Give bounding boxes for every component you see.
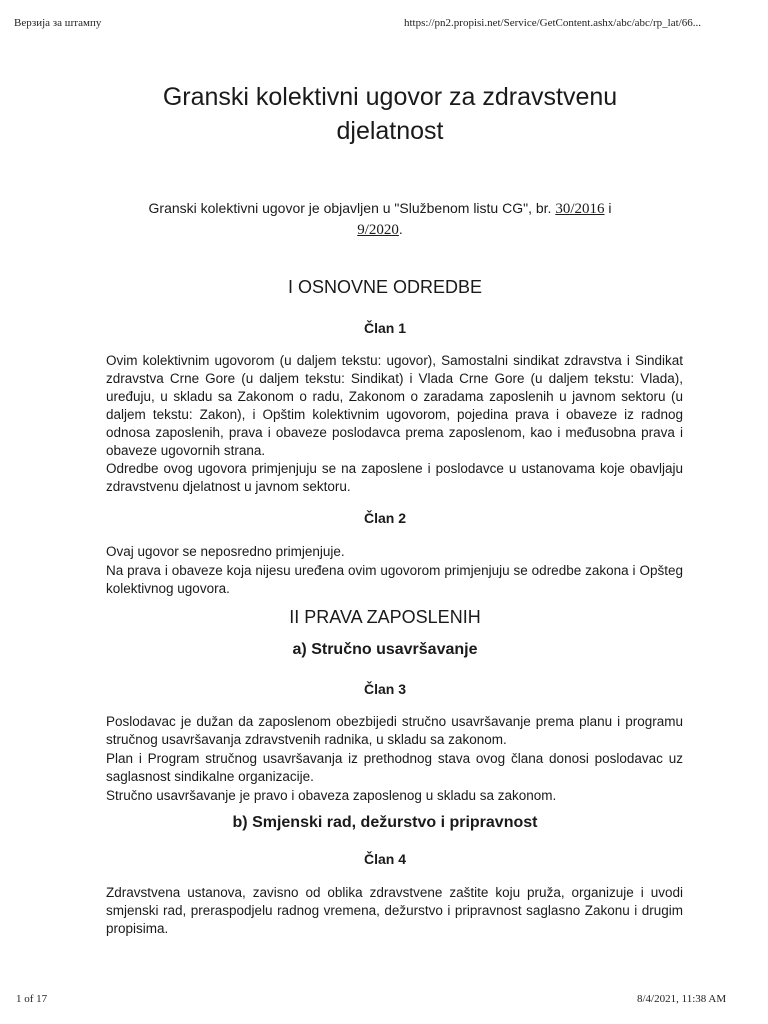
section-heading-osnovne-odredbe: I OSNOVNE ODREDBE bbox=[287, 277, 483, 297]
publication-note bbox=[110, 198, 650, 240]
gazette-link-2016[interactable] bbox=[555, 201, 604, 217]
document-title bbox=[135, 80, 645, 148]
section-heading-prava-zaposlenih: II PRAVA ZAPOSLENIH bbox=[289, 607, 481, 627]
article-heading-4: Član 4 bbox=[363, 851, 406, 867]
subsection-heading-smjenski-rad: b) Smjenski rad, dežurstvo i pripravnost bbox=[232, 814, 538, 831]
article-1-paragraph-2: Odredbe ovog ugovora primjenjuju se na zaposlene i poslodavce u ustanovama koje obavljaju zdravstvenu djelatnost u javnom sektoru. bbox=[106, 461, 683, 494]
publication-note-suffix: . bbox=[398, 221, 403, 237]
gazette-link-2016-number: 30/ bbox=[555, 201, 575, 217]
article-heading-2: Član 2 bbox=[363, 510, 406, 526]
article-4-paragraph-1: Zdravstvena ustanova, zavisno od oblika zdravstvene zaštite koju pruža, organizuje i uvodi smjenski rad, preraspodjelu radnog vremena, dežurstvo i pripravnost saglasno Zakonu i drugim propisima. bbox=[106, 885, 683, 936]
print-header-title: Верзија за штампу bbox=[14, 17, 102, 29]
article-3-paragraph-2: Plan i Program stručnog usavršavanja iz prethodnog stava ovog člana donosi poslodavac uz saglasnost sindikalne organizacije. bbox=[106, 751, 683, 784]
article-1-paragraph-1: Ovim kolektivnim ugovorom (u daljem tekstu: ugovor), Samostalni sindikat zdravstva i Sindikat zdravstva Crne Gore (u daljem tekstu: Sindikat) i Vlada Crne Gore (u daljem tekstu: Vlada), uređuju, u skladu sa Zakonom o radu, Zakonom o zaradama zaposlenih u javnom sektoru (u daljem tekstu: Zakon), i Opštim kolektivnim ugovorom, pojedina prava i obaveze iz radnog odnosa zaposlenih, prava i obaveze poslodavca prema zaposlenom, kao i međusobna prava i obaveze ugovornih strana. bbox=[106, 353, 683, 458]
print-header-url: https://pn2.propisi.net/Service/GetContent.ashx/abc/abc/rp_lat/66... bbox=[404, 17, 701, 29]
article-3-paragraph-3: Stručno usavršavanje je pravo i obaveza zaposlenog u skladu sa zakonom. bbox=[106, 788, 557, 803]
print-footer-page-count: 1 of 17 bbox=[16, 993, 48, 1005]
subsection-heading-strucno-usavrsavanje: a) Stručno usavršavanje bbox=[292, 641, 478, 658]
gazette-link-2020[interactable]: 9/2020 bbox=[357, 222, 399, 238]
publication-note-prefix: Granski kolektivni ugovor je objavljen u "Službenom listu CG", br. bbox=[148, 200, 556, 216]
article-2-paragraph-2: Na prava i obaveze koja nijesu uređena ovim ugovorom primjenjuju se odredbe zakona i Opšteg kolektivnog ugovora. bbox=[106, 563, 683, 596]
gazette-link-2016-year: 2016 bbox=[574, 201, 605, 217]
document-title-line2: djelatnost bbox=[336, 117, 444, 145]
article-3-paragraph-1: Poslodavac je dužan da zaposlenom obezbijedi stručno usavršavanje prema planu i programu stručnog usavršavanja zdravstvenih radnika, u skladu sa zakonom. bbox=[106, 714, 683, 747]
article-heading-1: Član 1 bbox=[363, 320, 406, 336]
article-2-paragraph-1: Ovaj ugovor se neposredno primjenjuje. bbox=[106, 544, 345, 559]
article-heading-3: Član 3 bbox=[363, 681, 406, 697]
print-footer-datetime: 8/4/2021, 11:38 AM bbox=[637, 993, 727, 1005]
publication-note-and: i bbox=[604, 200, 612, 216]
document-title-line1: Granski kolektivni ugovor za zdravstvenu bbox=[162, 83, 618, 111]
